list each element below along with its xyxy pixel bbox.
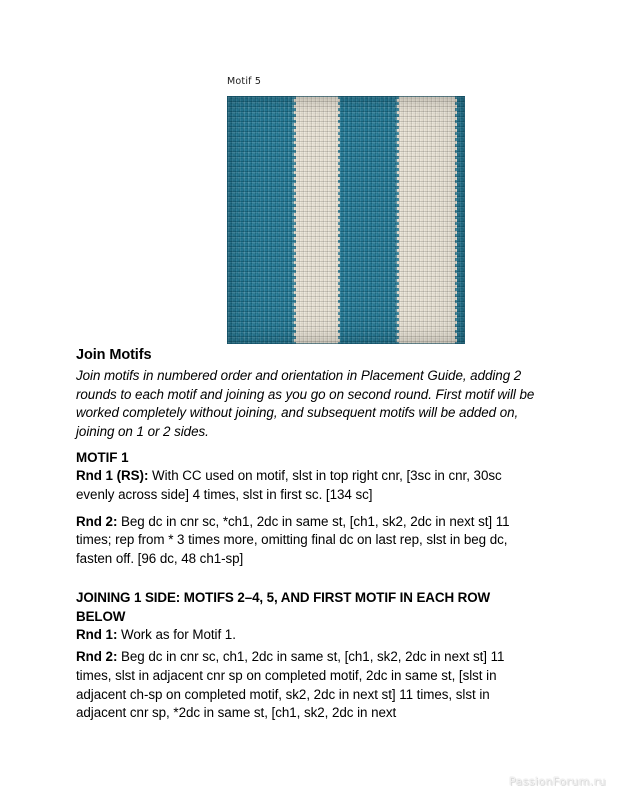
stripe-teal-2: [340, 96, 397, 344]
motif-1-heading: MOTIF 1: [76, 450, 129, 466]
stripe-cream-1: [294, 96, 340, 344]
figure-caption: Motif 5: [227, 76, 262, 87]
crochet-motif-swatch: [227, 96, 465, 344]
joining-rnd-2: [76, 648, 542, 722]
joining-rnd-1-label: Rnd 1:: [76, 626, 118, 642]
joining-1-side-heading: JOINING 1 SIDE: MOTIFS 2–4, 5, AND FIRST MOTIF IN EACH ROW BELOW: [76, 590, 491, 624]
joining-rnd-2-label: Rnd 2:: [76, 649, 118, 665]
joining-rnd-2-text: Beg dc in cnr sc, ch1, 2dc in same st, [ch1, sk2, 2dc in next st] 11 times, slst in adjacent cnr sp on completed motif, 2dc in same st, [slst in adjacent ch-sp on completed motif, sk2, 2dc in next st] 11 times, slst in adjacent cnr sp, *2dc in same st, [ch1, sk2, 2dc in next: [76, 649, 505, 721]
stripe-teal-1: [227, 96, 294, 344]
intro-paragraph: Join motifs in numbered order and orientation in Placement Guide, adding 2 rounds to each motif and joining as you go on second round. First motif will be worked completely without joining, and subsequent motifs will be added on, joining on 1 or 2 sides.: [76, 368, 535, 439]
motif-1-rnd-2-label: Rnd 2:: [76, 513, 118, 529]
joining-rnd-1-text: Work as for Motif 1.: [117, 626, 236, 642]
joining-rnd-1: [76, 626, 542, 645]
motif-figure: [227, 76, 465, 344]
motif-1-rnd-2: [76, 513, 542, 569]
motif-1-rnd-1-text: With CC used on motif, slst in top right cnr, [3sc in cnr, 30sc evenly across side] 4 times, slst in first sc. [134 sc]: [76, 468, 502, 502]
page-title: Join Motifs: [76, 347, 152, 363]
instructions-column: [76, 346, 542, 731]
motif-1-rnd-2-text: Beg dc in cnr sc, *ch1, 2dc in same st, [ch1, sk2, 2dc in next st] 11 times; rep from * 3 times more, omitting final dc on last rep, slst in beg dc, fasten off. [96 dc, 48 ch1-sp]: [76, 513, 510, 566]
site-watermark: PassionForum.ru: [509, 775, 606, 788]
stripe-teal-3: [457, 96, 465, 344]
section-spacer: [76, 576, 542, 589]
motif-1-rnd-1-label: Rnd 1 (RS):: [76, 468, 149, 484]
motif-1-rnd-1: [76, 467, 542, 504]
stripe-cream-2: [397, 96, 457, 344]
